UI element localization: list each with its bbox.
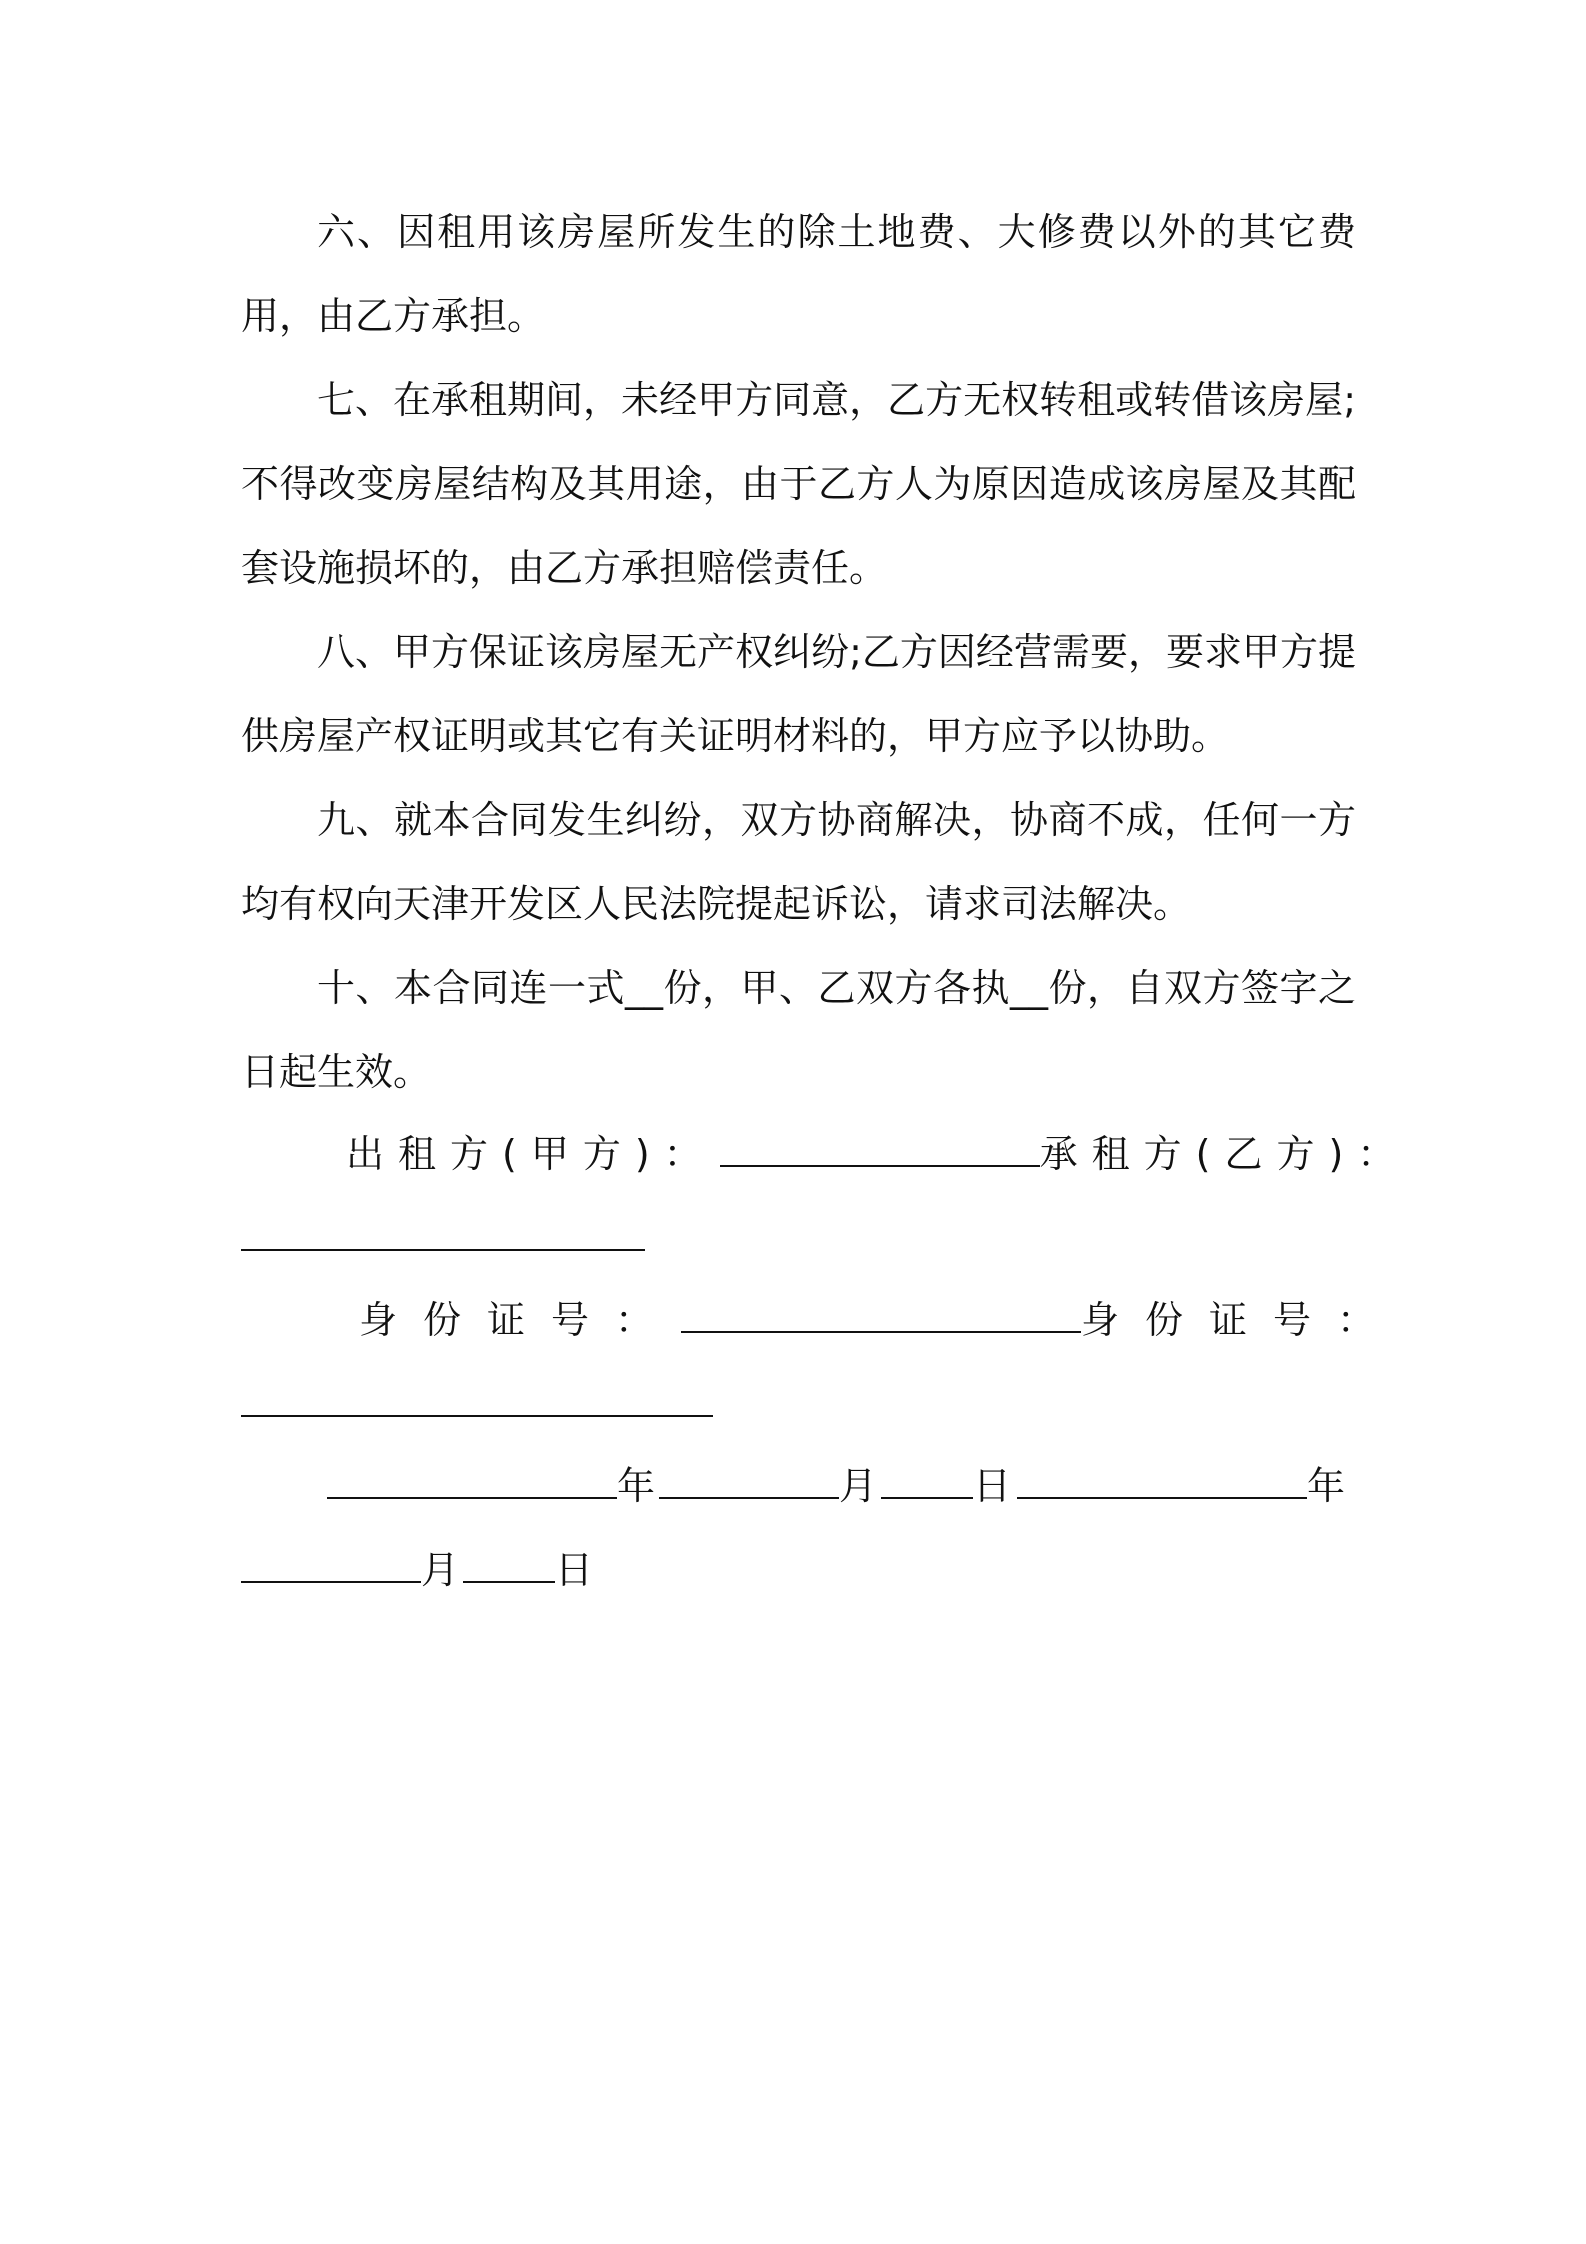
signature-row-parties xyxy=(241,1112,1410,1196)
lessor-id-label: 身份证号： xyxy=(359,1298,680,1342)
lessor-month-blank[interactable] xyxy=(659,1467,839,1499)
clause-eight: 八、甲方保证该房屋无产权纠纷;乙方因经营需要，要求甲方提供房屋产权证明或其它有关证明材料的，甲方应予以协助。 xyxy=(241,630,1356,758)
clause-ten: 十、本合同连一式__份，甲、乙双方各执__份，自双方签字之日起生效。 xyxy=(241,966,1356,1094)
lessor-day-blank[interactable] xyxy=(881,1467,973,1499)
lessor-id-blank[interactable] xyxy=(681,1301,1081,1333)
lessor-month-label: 月 xyxy=(839,1464,878,1508)
lessee-month-blank[interactable] xyxy=(241,1551,421,1583)
lessor-day-label: 日 xyxy=(973,1464,1012,1508)
lessee-day-label: 日 xyxy=(555,1548,594,1592)
signature-row-parties-cont xyxy=(241,1196,1356,1280)
lessor-year-blank[interactable] xyxy=(327,1467,617,1499)
clause-nine: 九、就本合同发生纠纷，双方协商解决，协商不成，任何一方均有权向天津开发区人民法院提起诉讼，请求司法解决。 xyxy=(241,798,1356,926)
lessee-year-blank[interactable] xyxy=(1017,1467,1307,1499)
lessee-signature-blank[interactable] xyxy=(241,1219,645,1251)
lessor-label: 出租方(甲方)： xyxy=(346,1132,716,1176)
lessee-id-blank[interactable] xyxy=(241,1385,713,1417)
clause-six: 六、因租用该房屋所发生的除土地费、大修费以外的其它费用，由乙方承担。 xyxy=(241,210,1356,338)
signature-row-dates-cont xyxy=(241,1528,1356,1612)
signature-row-dates xyxy=(241,1444,1356,1528)
lessee-id-label: 身份证号： xyxy=(1081,1298,1402,1342)
lessee-month-label: 月 xyxy=(421,1548,460,1592)
lessor-year-label: 年 xyxy=(617,1464,656,1508)
lessor-signature-blank[interactable] xyxy=(720,1135,1040,1167)
lessee-year-label: 年 xyxy=(1307,1464,1346,1508)
signature-row-ids-cont xyxy=(241,1362,1356,1446)
clause-seven: 七、在承租期间，未经甲方同意，乙方无权转租或转借该房屋;不得改变房屋结构及其用途，由于乙方人为原因造成该房屋及其配套设施损坏的，由乙方承担赔偿责任。 xyxy=(241,378,1356,590)
contract-body xyxy=(241,190,1356,1114)
signature-row-ids xyxy=(241,1278,1402,1362)
lessee-label: 承租方(乙方)： xyxy=(1039,1132,1410,1176)
lessee-day-blank[interactable] xyxy=(463,1551,555,1583)
